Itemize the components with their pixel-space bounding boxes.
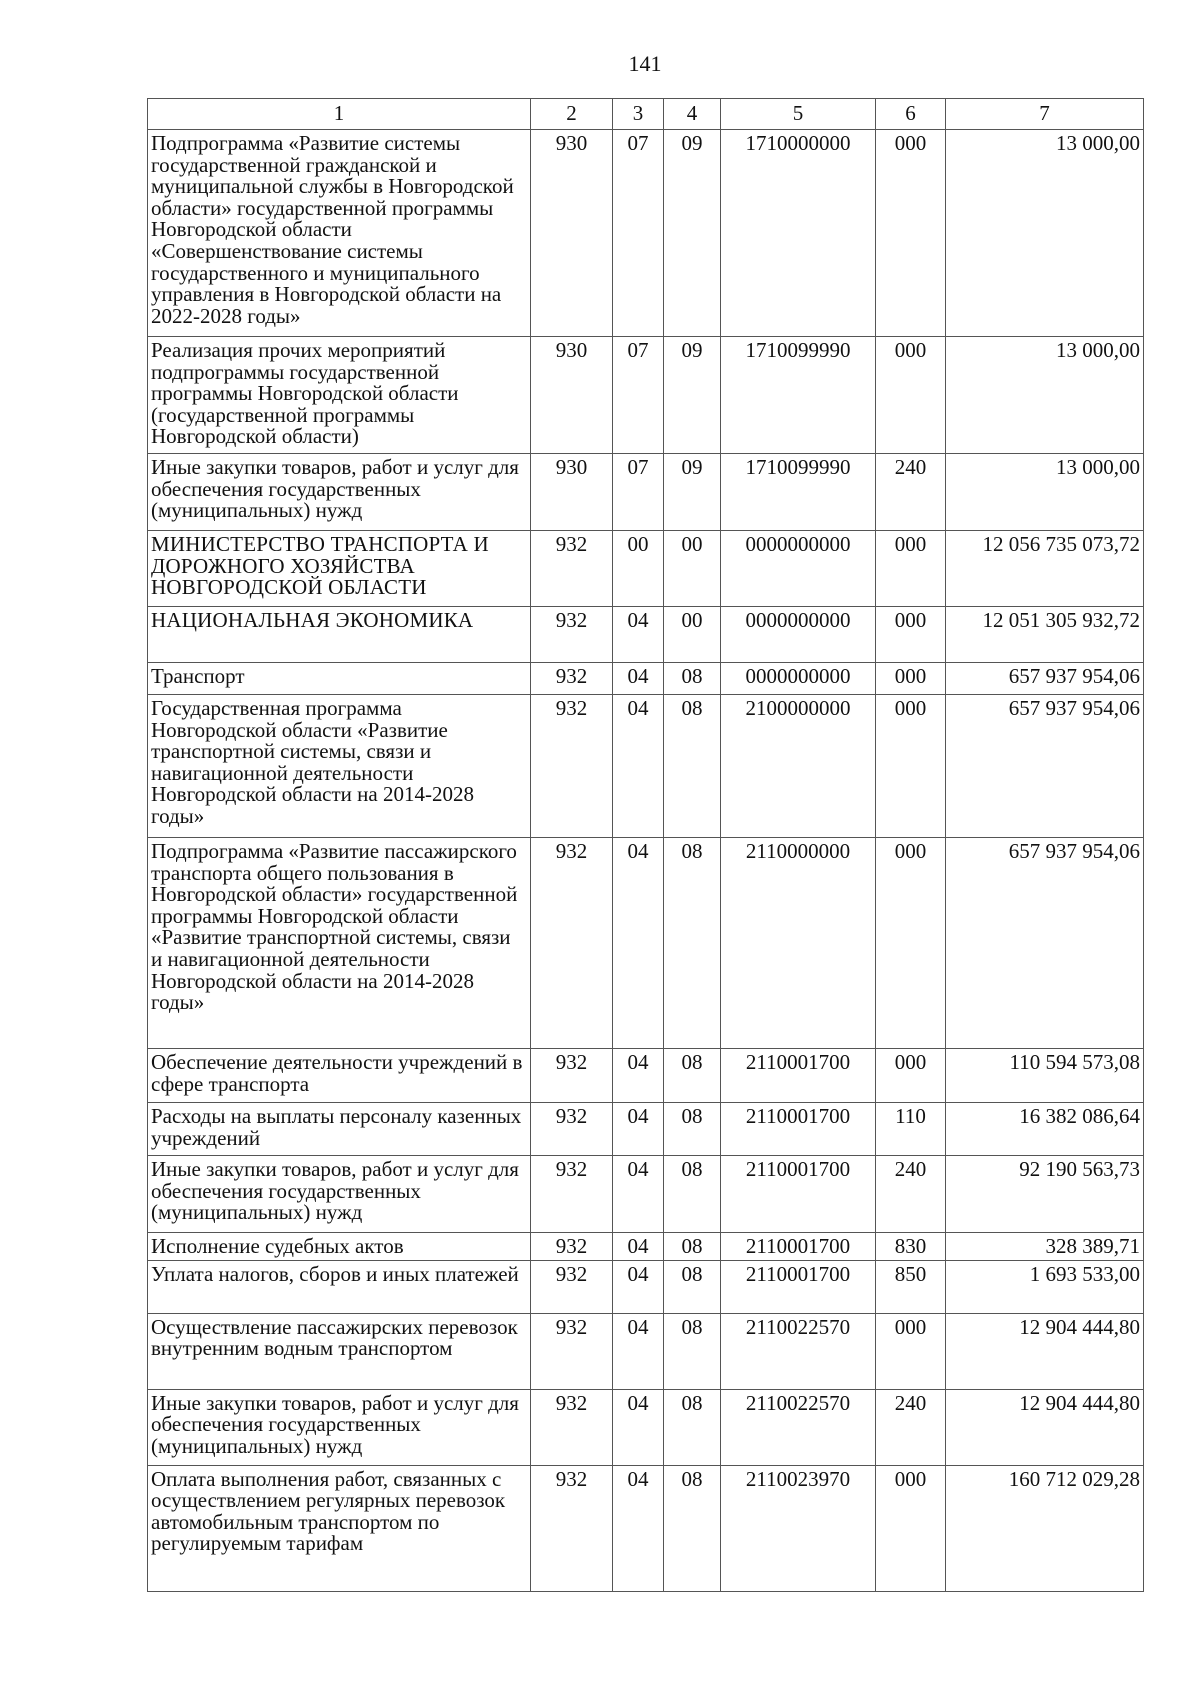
row-amount: 16 382 086,64 (946, 1103, 1144, 1156)
row-amount: 657 937 954,06 (946, 663, 1144, 695)
row-expense-type: 000 (876, 663, 946, 695)
row-subsection: 08 (664, 1156, 721, 1233)
table-row (148, 838, 1144, 1049)
table-row (148, 1465, 1144, 1591)
row-admin-code: 932 (531, 663, 613, 695)
table-row (148, 1156, 1144, 1233)
row-subsection: 08 (664, 1465, 721, 1591)
row-expense-type: 830 (876, 1233, 946, 1261)
row-target-article: 2110001700 (721, 1156, 876, 1233)
row-target-article: 2110023970 (721, 1465, 876, 1591)
row-target-article: 1710099990 (721, 337, 876, 454)
row-expense-type: 000 (876, 1313, 946, 1389)
row-section: 07 (613, 337, 664, 454)
header-col-7: 7 (946, 99, 1144, 130)
row-amount: 12 904 444,80 (946, 1389, 1144, 1465)
row-name: Государственная программа Новгородской области «Развитие транспортной системы, связи и навигационной деятельности Новгородской области на 2014-2028 годы» (148, 695, 531, 838)
table-row (148, 607, 1144, 663)
header-col-2: 2 (531, 99, 613, 130)
row-subsection: 08 (664, 663, 721, 695)
row-section: 04 (613, 1260, 664, 1313)
row-section: 04 (613, 663, 664, 695)
header-col-4: 4 (664, 99, 721, 130)
row-amount: 92 190 563,73 (946, 1156, 1144, 1233)
row-section: 07 (613, 454, 664, 531)
table-row (148, 454, 1144, 531)
row-subsection: 09 (664, 337, 721, 454)
row-admin-code: 932 (531, 1260, 613, 1313)
row-target-article: 0000000000 (721, 663, 876, 695)
row-name: НАЦИОНАЛЬНАЯ ЭКОНОМИКА (148, 607, 531, 663)
row-subsection: 08 (664, 1389, 721, 1465)
row-target-article: 2110001700 (721, 1260, 876, 1313)
row-target-article: 0000000000 (721, 607, 876, 663)
table-row (148, 531, 1144, 607)
row-name: Уплата налогов, сборов и иных платежей (148, 1260, 531, 1313)
row-name: Подпрограмма «Развитие системы государственной гражданской и муниципальной службы в Новгородской области» государственной программы Новгородской области «Совершенствование системы государственного и муниципального управления в Новгородской области на 2022-2028 годы» (148, 130, 531, 337)
row-expense-type: 000 (876, 130, 946, 337)
row-admin-code: 932 (531, 607, 613, 663)
row-admin-code: 932 (531, 1233, 613, 1261)
row-target-article: 0000000000 (721, 531, 876, 607)
row-admin-code: 930 (531, 130, 613, 337)
row-expense-type: 000 (876, 531, 946, 607)
row-target-article: 2100000000 (721, 695, 876, 838)
row-subsection: 08 (664, 1233, 721, 1261)
row-section: 04 (613, 1313, 664, 1389)
row-name: Осуществление пассажирских перевозок внутренним водным транспортом (148, 1313, 531, 1389)
row-subsection: 09 (664, 454, 721, 531)
row-subsection: 08 (664, 1313, 721, 1389)
header-col-3: 3 (613, 99, 664, 130)
row-expense-type: 000 (876, 337, 946, 454)
row-target-article: 1710000000 (721, 130, 876, 337)
table-row (148, 1313, 1144, 1389)
header-col-5: 5 (721, 99, 876, 130)
row-name: Подпрограмма «Развитие пассажирского транспорта общего пользования в Новгородской области» государственной программы Новгородской области «Развитие транспортной системы, связи и навигационной деятельности Новгородской области на 2014-2028 годы» (148, 838, 531, 1049)
row-target-article: 2110022570 (721, 1313, 876, 1389)
table-row (148, 337, 1144, 454)
row-amount: 13 000,00 (946, 454, 1144, 531)
row-name: Транспорт (148, 663, 531, 695)
row-admin-code: 932 (531, 838, 613, 1049)
row-amount: 657 937 954,06 (946, 838, 1144, 1049)
row-expense-type: 240 (876, 1389, 946, 1465)
row-section: 04 (613, 1233, 664, 1261)
row-name: Иные закупки товаров, работ и услуг для обеспечения государственных (муниципальных) нужд (148, 1389, 531, 1465)
row-subsection: 08 (664, 695, 721, 838)
row-amount: 1 693 533,00 (946, 1260, 1144, 1313)
row-amount: 13 000,00 (946, 337, 1144, 454)
table-row (148, 1389, 1144, 1465)
row-section: 04 (613, 838, 664, 1049)
row-section: 04 (613, 1156, 664, 1233)
row-expense-type: 850 (876, 1260, 946, 1313)
row-section: 04 (613, 1049, 664, 1103)
row-expense-type: 000 (876, 1465, 946, 1591)
page-number: 141 (628, 51, 662, 76)
header-col-6: 6 (876, 99, 946, 130)
budget-table (147, 98, 1144, 1592)
row-expense-type: 000 (876, 607, 946, 663)
row-expense-type: 240 (876, 454, 946, 531)
row-subsection: 08 (664, 838, 721, 1049)
header-row (148, 99, 1144, 130)
row-admin-code: 932 (531, 1049, 613, 1103)
header-col-1: 1 (148, 99, 531, 130)
row-section: 07 (613, 130, 664, 337)
row-admin-code: 932 (531, 1465, 613, 1591)
row-expense-type: 110 (876, 1103, 946, 1156)
row-name: Иные закупки товаров, работ и услуг для обеспечения государственных (муниципальных) нужд (148, 1156, 531, 1233)
row-expense-type: 000 (876, 838, 946, 1049)
row-expense-type: 000 (876, 1049, 946, 1103)
row-section: 00 (613, 531, 664, 607)
row-name: Исполнение судебных актов (148, 1233, 531, 1261)
row-section: 04 (613, 1103, 664, 1156)
row-amount: 12 904 444,80 (946, 1313, 1144, 1389)
row-admin-code: 932 (531, 1103, 613, 1156)
row-admin-code: 932 (531, 1313, 613, 1389)
row-target-article: 2110000000 (721, 838, 876, 1049)
row-amount: 110 594 573,08 (946, 1049, 1144, 1103)
row-admin-code: 930 (531, 454, 613, 531)
table-row (148, 663, 1144, 695)
row-section: 04 (613, 1389, 664, 1465)
table-row (148, 130, 1144, 337)
row-amount: 657 937 954,06 (946, 695, 1144, 838)
row-name: МИНИСТЕРСТВО ТРАНСПОРТА И ДОРОЖНОГО ХОЗЯЙСТВА НОВГОРОДСКОЙ ОБЛАСТИ (148, 531, 531, 607)
row-amount: 12 056 735 073,72 (946, 531, 1144, 607)
row-subsection: 08 (664, 1049, 721, 1103)
row-admin-code: 932 (531, 695, 613, 838)
row-target-article: 2110001700 (721, 1049, 876, 1103)
row-target-article: 2110001700 (721, 1233, 876, 1261)
row-name: Обеспечение деятельности учреждений в сфере транспорта (148, 1049, 531, 1103)
row-amount: 160 712 029,28 (946, 1465, 1144, 1591)
table-row (148, 1049, 1144, 1103)
row-section: 04 (613, 695, 664, 838)
table-row (148, 1260, 1144, 1313)
row-admin-code: 932 (531, 531, 613, 607)
row-amount: 12 051 305 932,72 (946, 607, 1144, 663)
row-name: Реализация прочих мероприятий подпрограммы государственной программы Новгородской области (государственной программы Новгородской области) (148, 337, 531, 454)
table-row (148, 695, 1144, 838)
row-subsection: 09 (664, 130, 721, 337)
row-subsection: 00 (664, 531, 721, 607)
row-subsection: 00 (664, 607, 721, 663)
row-name: Иные закупки товаров, работ и услуг для обеспечения государственных (муниципальных) нужд (148, 454, 531, 531)
row-target-article: 2110022570 (721, 1389, 876, 1465)
row-section: 04 (613, 607, 664, 663)
row-section: 04 (613, 1465, 664, 1591)
row-subsection: 08 (664, 1103, 721, 1156)
row-admin-code: 930 (531, 337, 613, 454)
row-admin-code: 932 (531, 1156, 613, 1233)
row-name: Расходы на выплаты персоналу казенных учреждений (148, 1103, 531, 1156)
row-name: Оплата выполнения работ, связанных с осуществлением регулярных перевозок автомобильным транспортом по регулируемым тарифам (148, 1465, 531, 1591)
row-expense-type: 240 (876, 1156, 946, 1233)
row-target-article: 1710099990 (721, 454, 876, 531)
row-amount: 328 389,71 (946, 1233, 1144, 1261)
row-target-article: 2110001700 (721, 1103, 876, 1156)
row-admin-code: 932 (531, 1389, 613, 1465)
row-expense-type: 000 (876, 695, 946, 838)
table-row (148, 1233, 1144, 1261)
row-subsection: 08 (664, 1260, 721, 1313)
row-amount: 13 000,00 (946, 130, 1144, 337)
table-row (148, 1103, 1144, 1156)
